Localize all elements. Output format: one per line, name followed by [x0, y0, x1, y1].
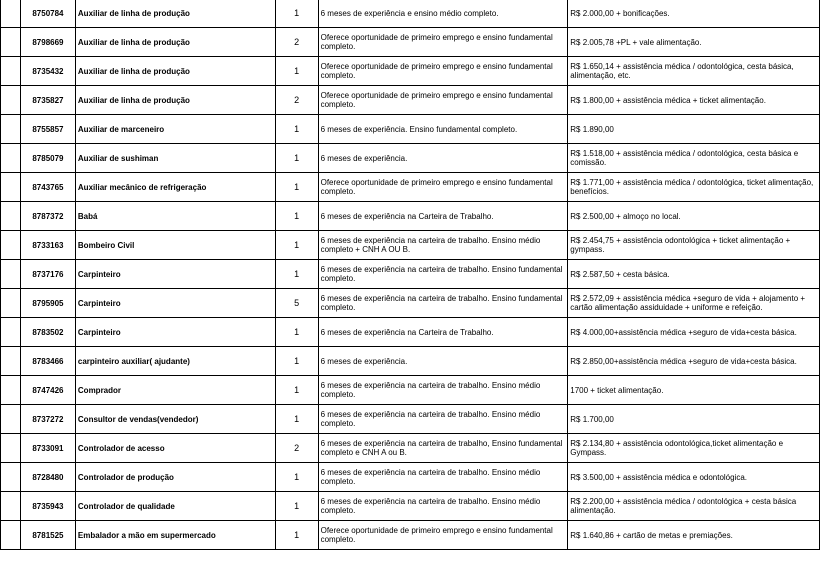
vacancy-quantity: 1: [275, 202, 318, 231]
job-title: Embalador a mão em supermercado: [75, 521, 275, 550]
requirements: 6 meses de experiência na carteira de trabalho. Ensino médio completo.: [318, 376, 568, 405]
vacancy-code: 8737272: [20, 405, 75, 434]
vacancy-code: 8737176: [20, 260, 75, 289]
row-margin-cell: [1, 376, 21, 405]
requirements: Oferece oportunidade de primeiro emprego e ensino fundamental completo.: [318, 28, 568, 57]
table-row: [1, 521, 820, 550]
vacancy-quantity: 1: [275, 463, 318, 492]
row-margin-cell: [1, 405, 21, 434]
vacancy-code: 8733091: [20, 434, 75, 463]
job-title: Consultor de vendas(vendedor): [75, 405, 275, 434]
vacancy-quantity: 2: [275, 86, 318, 115]
vacancy-quantity: 1: [275, 376, 318, 405]
row-margin-cell: [1, 28, 21, 57]
job-title: Controlador de produção: [75, 463, 275, 492]
requirements: 6 meses de experiência.: [318, 144, 568, 173]
salary-benefits: R$ 2.587,50 + cesta básica.: [568, 260, 820, 289]
salary-benefits: R$ 1.700,00: [568, 405, 820, 434]
vacancy-code: 8781525: [20, 521, 75, 550]
vacancy-code: 8733163: [20, 231, 75, 260]
vacancy-code: 8747426: [20, 376, 75, 405]
job-title: Auxiliar de linha de produção: [75, 28, 275, 57]
table-row: [1, 347, 820, 376]
requirements: 6 meses de experiência na carteira de trabalho. Ensino fundamental completo.: [318, 260, 568, 289]
salary-benefits: R$ 1.890,00: [568, 115, 820, 144]
table-body: [1, 0, 820, 550]
table-row: [1, 28, 820, 57]
salary-benefits: R$ 1.800,00 + assistência médica + ticket alimentação.: [568, 86, 820, 115]
vacancy-code: 8750784: [20, 0, 75, 28]
job-title: Carpinteiro: [75, 260, 275, 289]
row-margin-cell: [1, 463, 21, 492]
salary-benefits: R$ 2.500,00 + almoço no local.: [568, 202, 820, 231]
job-title: Carpinteiro: [75, 318, 275, 347]
job-title: Comprador: [75, 376, 275, 405]
salary-benefits: R$ 1.771,00 + assistência médica / odontológica, ticket alimentação, benefícios.: [568, 173, 820, 202]
table-row: [1, 289, 820, 318]
requirements: Oferece oportunidade de primeiro emprego e ensino fundamental completo.: [318, 521, 568, 550]
row-margin-cell: [1, 202, 21, 231]
vacancy-quantity: 1: [275, 115, 318, 144]
vacancy-quantity: 2: [275, 28, 318, 57]
vacancy-code: 8735827: [20, 86, 75, 115]
table-row: [1, 260, 820, 289]
job-title: Auxiliar de sushiman: [75, 144, 275, 173]
table-row: [1, 492, 820, 521]
table-row: [1, 0, 820, 28]
table-row: [1, 86, 820, 115]
table-row: [1, 202, 820, 231]
salary-benefits: R$ 1.650,14 + assistência médica / odontológica, cesta básica, alimentação, etc.: [568, 57, 820, 86]
job-title: Carpinteiro: [75, 289, 275, 318]
salary-benefits: R$ 2.454,75 + assistência odontológica + ticket alimentação + gympass.: [568, 231, 820, 260]
vacancy-quantity: 1: [275, 173, 318, 202]
table-row: [1, 144, 820, 173]
requirements: 6 meses de experiência na carteira de trabalho. Ensino médio completo + CNH A OU B.: [318, 231, 568, 260]
row-margin-cell: [1, 231, 21, 260]
table-row: [1, 173, 820, 202]
salary-benefits: R$ 2.572,09 + assistência médica +seguro de vida + alojamento + cartão alimentação assiduidade + uniforme e refeição.: [568, 289, 820, 318]
requirements: Oferece oportunidade de primeiro emprego e ensino fundamental completo.: [318, 57, 568, 86]
job-title: Auxiliar de linha de produção: [75, 0, 275, 28]
salary-benefits: R$ 2.134,80 + assistência odontológica,ticket alimentação e Gympass.: [568, 434, 820, 463]
salary-benefits: R$ 4.000,00+assistência médica +seguro de vida+cesta básica.: [568, 318, 820, 347]
row-margin-cell: [1, 318, 21, 347]
job-title: Auxiliar de linha de produção: [75, 57, 275, 86]
salary-benefits: R$ 2.850,00+assistência médica +seguro de vida+cesta básica.: [568, 347, 820, 376]
row-margin-cell: [1, 0, 21, 28]
salary-benefits: R$ 1.640,86 + cartão de metas e premiações.: [568, 521, 820, 550]
vacancy-quantity: 1: [275, 318, 318, 347]
job-title: carpinteiro auxiliar( ajudante): [75, 347, 275, 376]
requirements: 6 meses de experiência na carteira de trabalho. Ensino fundamental completo.: [318, 289, 568, 318]
salary-benefits: R$ 2.005,78 +PL + vale alimentação.: [568, 28, 820, 57]
job-title: Bombeiro Civil: [75, 231, 275, 260]
job-title: Controlador de acesso: [75, 434, 275, 463]
job-title: Auxiliar de marceneiro: [75, 115, 275, 144]
row-margin-cell: [1, 173, 21, 202]
requirements: 6 meses de experiência. Ensino fundamental completo.: [318, 115, 568, 144]
vacancy-quantity: 2: [275, 434, 318, 463]
job-title: Auxiliar mecânico de refrigeração: [75, 173, 275, 202]
vacancy-quantity: 1: [275, 144, 318, 173]
row-margin-cell: [1, 347, 21, 376]
requirements: 6 meses de experiência na carteira de trabalho, Ensino fundamental completo e CNH A ou B.: [318, 434, 568, 463]
requirements: 6 meses de experiência.: [318, 347, 568, 376]
row-margin-cell: [1, 115, 21, 144]
requirements: 6 meses de experiência na Carteira de Trabalho.: [318, 202, 568, 231]
table-row: [1, 405, 820, 434]
job-title: Auxiliar de linha de produção: [75, 86, 275, 115]
row-margin-cell: [1, 434, 21, 463]
row-margin-cell: [1, 521, 21, 550]
salary-benefits: R$ 3.500,00 + assistência médica e odontológica.: [568, 463, 820, 492]
table-row: [1, 115, 820, 144]
vacancy-code: 8728480: [20, 463, 75, 492]
salary-benefits: R$ 2.200,00 + assistência médica / odontológica + cesta básica alimentação.: [568, 492, 820, 521]
vacancy-quantity: 1: [275, 231, 318, 260]
vacancy-quantity: 1: [275, 260, 318, 289]
vacancy-code: 8755857: [20, 115, 75, 144]
requirements: 6 meses de experiência na carteira de trabalho. Ensino médio completo.: [318, 405, 568, 434]
job-title: Babá: [75, 202, 275, 231]
vacancy-quantity: 1: [275, 521, 318, 550]
salary-benefits: R$ 1.518,00 + assistência médica / odontológica, cesta básica e comissão.: [568, 144, 820, 173]
vacancy-code: 8787372: [20, 202, 75, 231]
vacancy-code: 8783466: [20, 347, 75, 376]
table-row: [1, 318, 820, 347]
row-margin-cell: [1, 492, 21, 521]
salary-benefits: 1700 + ticket alimentação.: [568, 376, 820, 405]
vacancy-quantity: 1: [275, 492, 318, 521]
vacancy-quantity: 1: [275, 347, 318, 376]
table-row: [1, 231, 820, 260]
requirements: Oferece oportunidade de primeiro emprego e ensino fundamental completo.: [318, 86, 568, 115]
table-row: [1, 463, 820, 492]
requirements: 6 meses de experiência na Carteira de Trabalho.: [318, 318, 568, 347]
requirements: 6 meses de experiência e ensino médio completo.: [318, 0, 568, 28]
vacancy-quantity: 5: [275, 289, 318, 318]
row-margin-cell: [1, 289, 21, 318]
vacancy-code: 8743765: [20, 173, 75, 202]
row-margin-cell: [1, 57, 21, 86]
requirements: 6 meses de experiência na carteira de trabalho. Ensino médio completo.: [318, 492, 568, 521]
requirements: Oferece oportunidade de primeiro emprego e ensino fundamental completo.: [318, 173, 568, 202]
vacancy-quantity: 1: [275, 0, 318, 28]
vacancy-code: 8798669: [20, 28, 75, 57]
table-row: [1, 376, 820, 405]
vacancy-quantity: 1: [275, 405, 318, 434]
vacancy-code: 8783502: [20, 318, 75, 347]
vacancy-code: 8795905: [20, 289, 75, 318]
vacancy-code: 8785079: [20, 144, 75, 173]
vacancy-code: 8735432: [20, 57, 75, 86]
row-margin-cell: [1, 260, 21, 289]
row-margin-cell: [1, 86, 21, 115]
salary-benefits: R$ 2.000,00 + bonificações.: [568, 0, 820, 28]
table-row: [1, 434, 820, 463]
vacancy-quantity: 1: [275, 57, 318, 86]
table-row: [1, 57, 820, 86]
vacancy-code: 8735943: [20, 492, 75, 521]
job-title: Controlador de qualidade: [75, 492, 275, 521]
requirements: 6 meses de experiência na carteira de trabalho. Ensino médio completo.: [318, 463, 568, 492]
row-margin-cell: [1, 144, 21, 173]
